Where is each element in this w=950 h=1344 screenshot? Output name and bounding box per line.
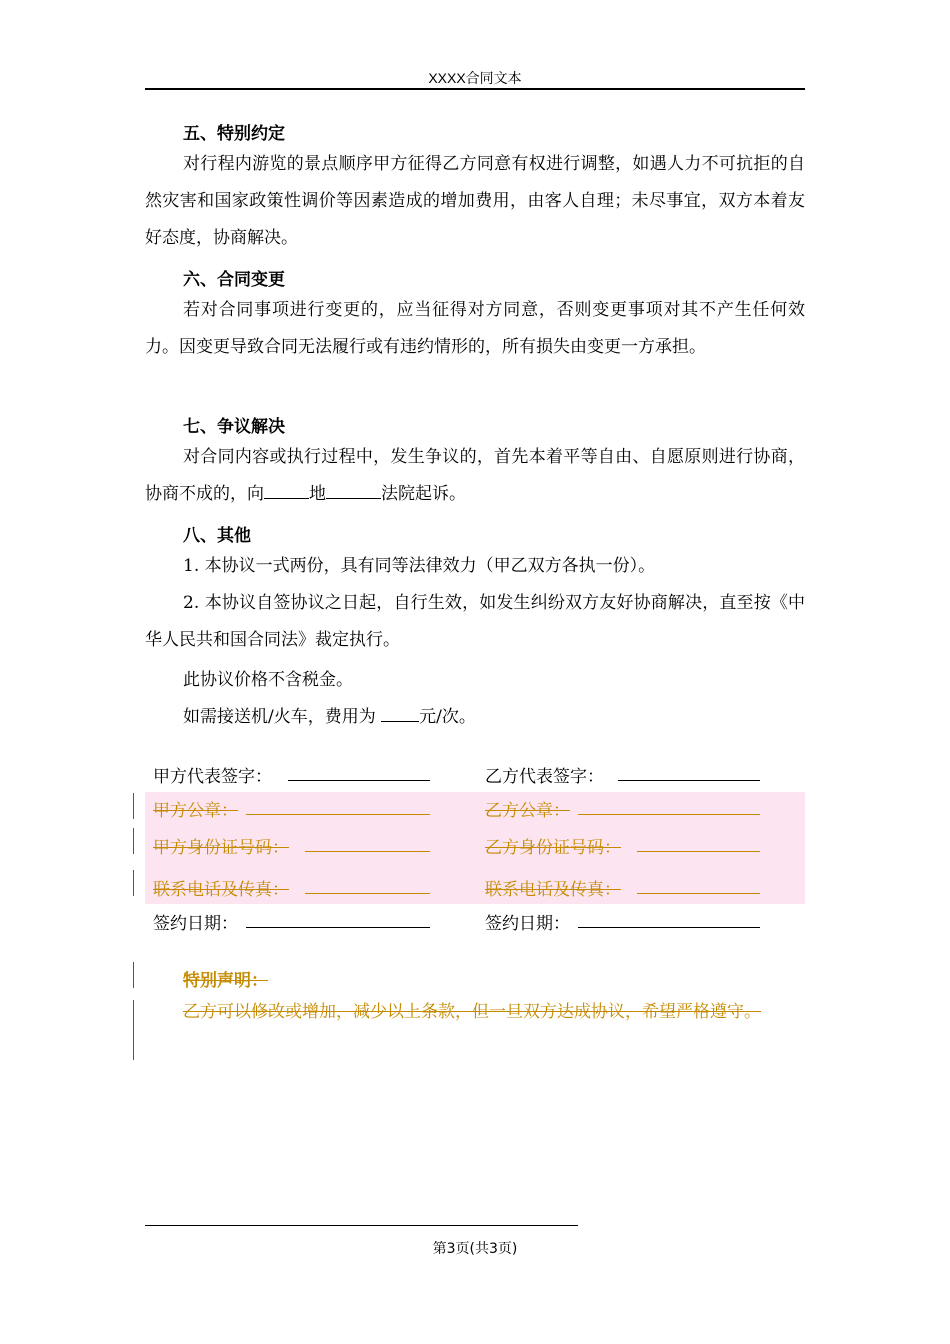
section-7-heading: 七、争议解决 — [183, 417, 285, 437]
transfer-fee-unit: 元/次。 — [419, 707, 476, 727]
party-b-id-line — [637, 851, 760, 852]
special-statement-heading: 特别声明： — [183, 971, 268, 991]
section-7-body-end: 法院起诉。 — [381, 484, 466, 504]
court-location-blank — [264, 483, 309, 499]
party-a-rep-label: 甲方代表签字： — [153, 767, 272, 787]
transfer-fee-line — [183, 702, 476, 727]
party-b-seal-line — [578, 814, 760, 815]
party-a-seal-line — [246, 814, 430, 815]
party-a-seal-label: 甲方公章： — [153, 801, 238, 821]
section-7-body-mid: 地 — [309, 484, 326, 504]
party-b-rep-label: 乙方代表签字： — [485, 767, 604, 787]
section-6-heading: 六、合同变更 — [183, 270, 285, 290]
party-b-date-label: 签约日期： — [485, 914, 570, 934]
change-bar — [133, 793, 134, 819]
section-8-item-1: 1. 本协议一式两份，具有同等法律效力（甲乙双方各执一份）。 — [183, 556, 656, 576]
section-7-body-text: 对合同内容或执行过程中，发生争议的，首先本着平等自由、自愿原则进行协商，协商不成的，向 — [145, 447, 805, 504]
party-b-contact-line — [637, 893, 760, 894]
transfer-fee-text: 如需接送机/火车，费用为 — [183, 707, 376, 727]
party-b-id-label: 乙方身份证号码： — [485, 838, 621, 858]
party-a-contact-line — [305, 893, 430, 894]
change-bar — [133, 1000, 134, 1060]
change-bar — [133, 962, 134, 988]
party-a-id-label: 甲方身份证号码： — [153, 838, 289, 858]
footer-rule — [145, 1225, 578, 1226]
section-5-body: 对行程内游览的景点顺序甲方征得乙方同意有权进行调整，如遇人力不可抗拒的自然灾害和国家政策性调价等因素造成的增加费用，由客人自理；未尽事宜，双方本着友好态度，协商解决。 — [145, 154, 805, 248]
change-bar — [133, 870, 134, 896]
party-a-rep-line[interactable] — [288, 780, 430, 781]
party-a-contact-label: 联系电话及传真： — [153, 880, 289, 900]
party-b-contact-label: 联系电话及传真： — [485, 880, 621, 900]
transfer-fee-blank — [381, 706, 419, 722]
special-statement-body: 乙方可以修改或增加，减少以上条款，但一旦双方达成协议，希望严格遵守。 — [183, 1002, 761, 1022]
party-a-id-line — [305, 851, 430, 852]
section-8-item-2: 2. 本协议自签协议之日起，自行生效，如发生纠纷双方友好协商解决，直至按《中华人民共和国合同法》裁定执行。 — [145, 593, 805, 650]
section-6-body: 若对合同事项进行变更的，应当征得对方同意，否则变更事项对其不产生任何效力。因变更导致合同无法履行或有违约情形的，所有损失由变更一方承担。 — [145, 300, 805, 357]
court-name-blank — [326, 483, 381, 499]
section-7-body — [145, 439, 805, 513]
document-header-title: XXXX合同文本 — [428, 70, 522, 86]
party-a-date-line[interactable] — [246, 927, 430, 928]
page-number: 第3页(共3页) — [432, 1241, 518, 1257]
party-b-seal-label: 乙方公章： — [485, 801, 570, 821]
price-note: 此协议价格不含税金。 — [183, 670, 353, 690]
party-a-date-label: 签约日期： — [153, 914, 238, 934]
party-b-rep-line[interactable] — [618, 780, 760, 781]
change-bar — [133, 828, 134, 854]
party-b-date-line[interactable] — [578, 927, 760, 928]
section-8-heading: 八、其他 — [183, 526, 251, 546]
header-rule — [145, 88, 805, 90]
section-5-heading: 五、特别约定 — [183, 124, 285, 144]
